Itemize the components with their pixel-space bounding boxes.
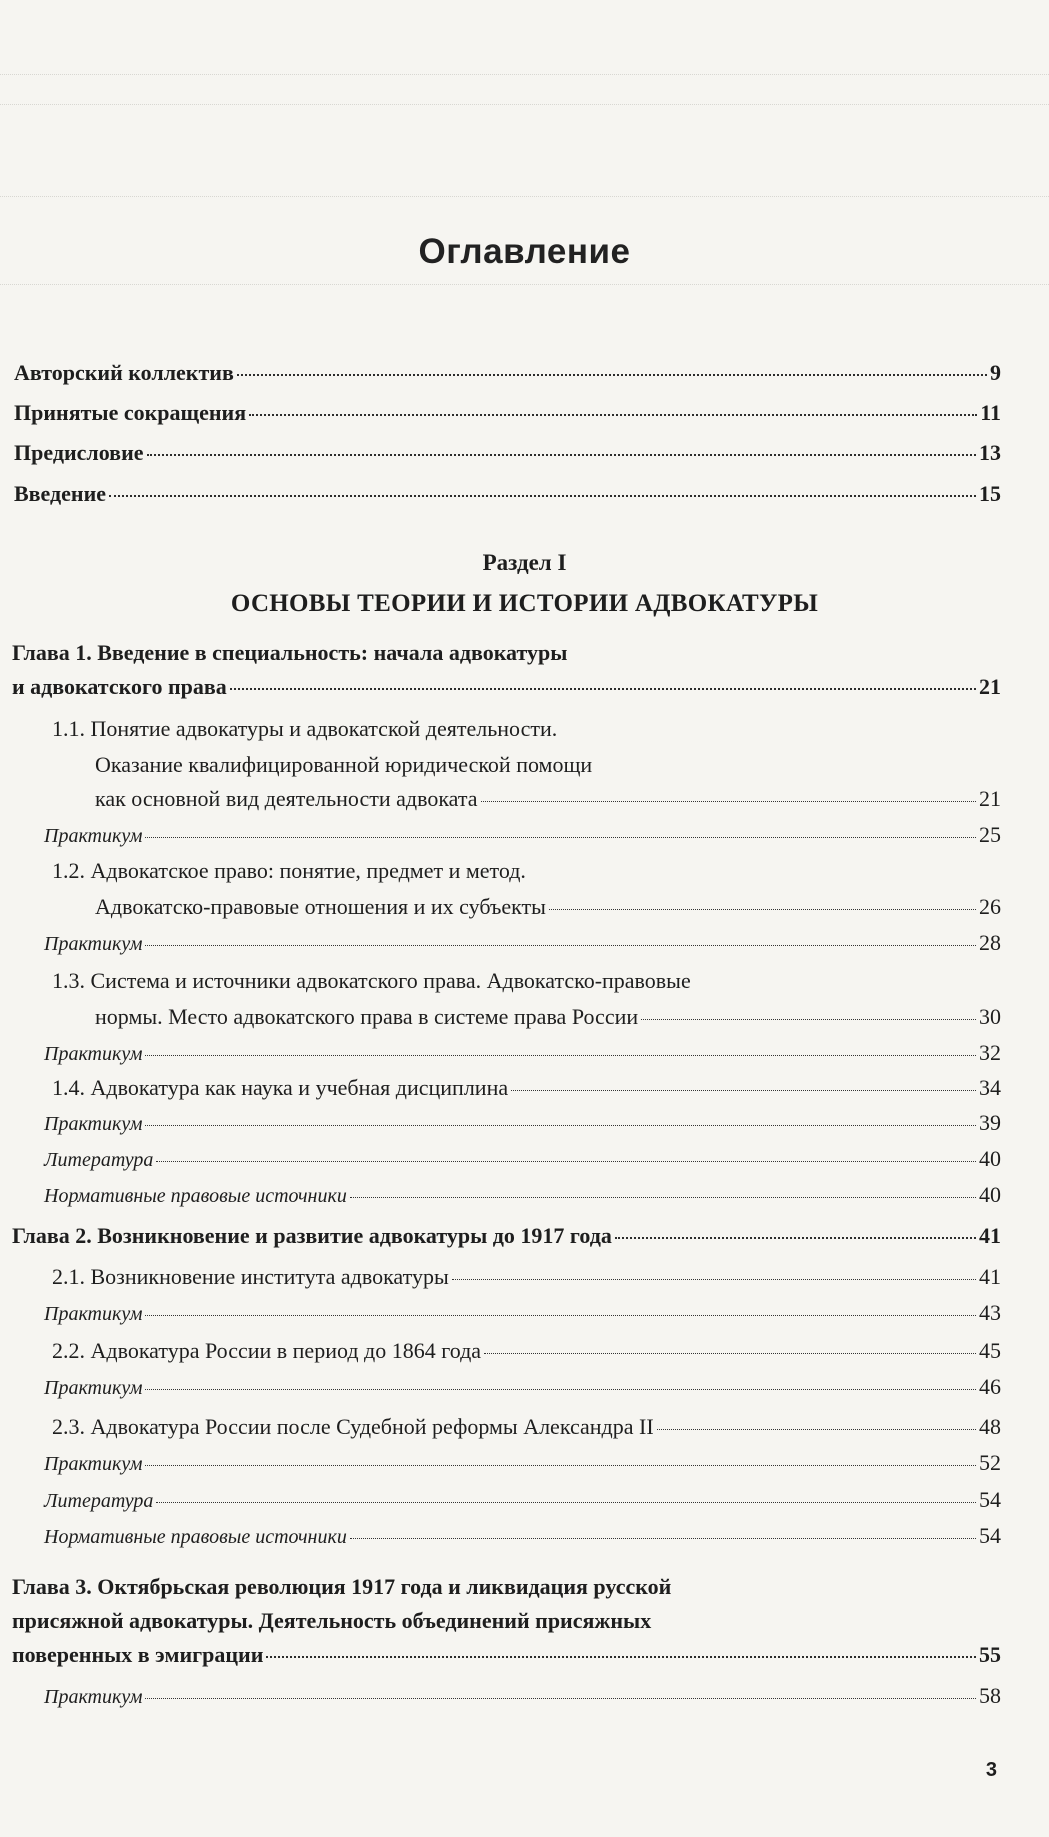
toc-entry-literature[interactable]: Литература 54 — [44, 1487, 1001, 1512]
toc-entry-practicum[interactable]: Практикум 32 — [44, 1040, 1001, 1065]
chapter-3-title-line: присяжной адвокатуры. Деятельность объединений присяжных — [12, 1608, 652, 1633]
chapter-3-title-line: Глава 3. Октябрьская революция 1917 года и ликвидация русской — [12, 1574, 672, 1599]
toc-entry-section-2-2[interactable]: 2.2. Адвокатура России в период до 1864 года 45 — [52, 1338, 1001, 1363]
bleed-through — [0, 284, 1049, 291]
bleed-through — [0, 74, 1049, 81]
section-title: ОСНОВЫ ТЕОРИИ И ИСТОРИИ АДВОКАТУРЫ — [230, 590, 819, 617]
toc-entry-chapter-3[interactable]: поверенных в эмиграции 55 — [12, 1642, 1001, 1667]
section-1-1-line: Оказание квалифицированной юридической помощи — [95, 752, 593, 777]
toc-entry-practicum[interactable]: Практикум 58 — [44, 1683, 1001, 1708]
toc-entry-literature[interactable]: Литература 40 — [44, 1146, 1001, 1171]
toc-entry-section-2-1[interactable]: 2.1. Возникновение института адвокатуры 41 — [52, 1264, 1001, 1289]
toc-entry-section-1-3[interactable]: нормы. Место адвокатского права в системе права России 30 — [95, 1004, 1001, 1029]
section-1-2-line: 1.2. Адвокатское право: понятие, предмет и метод. — [52, 858, 526, 883]
toc-entry-section-1-4[interactable]: 1.4. Адвокатура как наука и учебная дисциплина 34 — [52, 1075, 1001, 1100]
toc-entry-section-2-3[interactable]: 2.3. Адвокатура России после Судебной реформы Александра II 48 — [52, 1414, 1001, 1439]
toc-entry-normative-sources[interactable]: Нормативные правовые источники 40 — [44, 1182, 1001, 1207]
toc-entry-authors[interactable]: Авторский коллектив 9 — [14, 360, 1001, 385]
section-number: Раздел I — [482, 550, 567, 575]
toc-entry-practicum[interactable]: Практикум 43 — [44, 1300, 1001, 1325]
toc-entry-introduction[interactable]: Введение 15 — [14, 481, 1001, 506]
page-number: 3 — [985, 1759, 997, 1781]
toc-entry-normative-sources[interactable]: Нормативные правовые источники 54 — [44, 1523, 1001, 1548]
chapter-1-title-line: Глава 1. Введение в специальность: начала адвокатуры — [12, 640, 568, 665]
bleed-through — [0, 104, 1049, 111]
section-1-3-line: 1.3. Система и источники адвокатского права. Адвокатско-правовые — [52, 968, 691, 993]
toc-entry-practicum[interactable]: Практикум 46 — [44, 1374, 1001, 1399]
bleed-through — [0, 196, 1049, 203]
section-1-1-line: 1.1. Понятие адвокатуры и адвокатской деятельности. — [52, 716, 558, 741]
toc-entry-practicum[interactable]: Практикум 28 — [44, 930, 1001, 955]
toc-entry-practicum[interactable]: Практикум 39 — [44, 1110, 1001, 1135]
toc-entry-preface[interactable]: Предисловие 13 — [14, 440, 1001, 465]
toc-entry-section-1-2[interactable]: Адвокатско-правовые отношения и их субъекты 26 — [95, 894, 1001, 919]
toc-entry-chapter-1[interactable]: и адвокатского права 21 — [12, 674, 1001, 699]
toc-entry-practicum[interactable]: Практикум 25 — [44, 822, 1001, 847]
toc-entry-practicum[interactable]: Практикум 52 — [44, 1450, 1001, 1475]
toc-entry-abbreviations[interactable]: Принятые сокращения 11 — [14, 400, 1001, 425]
toc-entry-chapter-2[interactable]: Глава 2. Возникновение и развитие адвокатуры до 1917 года 41 — [12, 1223, 1001, 1248]
page-title: Оглавление — [418, 232, 631, 271]
toc-entry-section-1-1[interactable]: как основной вид деятельности адвоката 21 — [95, 786, 1001, 811]
